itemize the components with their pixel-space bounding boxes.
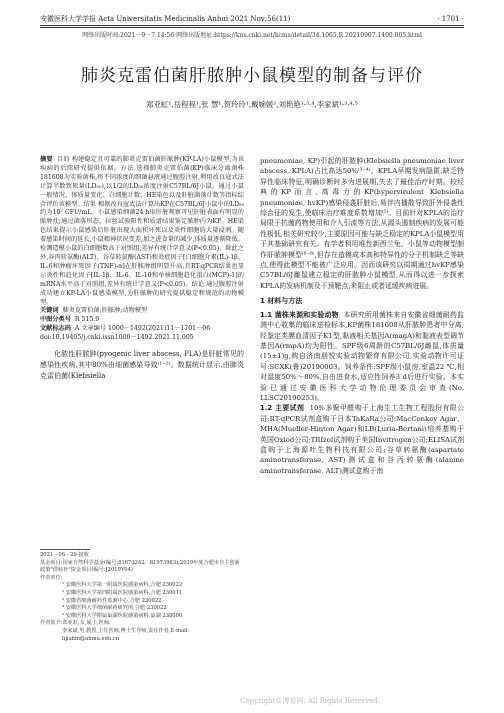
unit-2: ² 安徽医科大学第四附属医院感染病科,合肥 230011 <box>62 589 183 596</box>
doc-code-label: 文献标志码 <box>40 325 71 333</box>
intro-paragraph: 化脓性肝脓肿(pyogenic liver abscess, PLA)是肝脏常见的感染性疾病,其中80%由细菌感染导致⁽¹⁻²⁾。数据统计显示,由肺炎克雷伯菌(Klebsiella <box>40 350 244 381</box>
clc-text: R 515.9 <box>74 316 100 324</box>
keywords-label: 关键词 <box>40 307 59 315</box>
paper-title: 肺炎克雷伯菌肝脓肿小鼠模型的制备与评价 <box>81 66 423 86</box>
unit-1: ¹ 安徽医科大学第一附属医院感染病科,合肥 230022 <box>62 582 183 589</box>
publication-info: 网络出版时间:2021－9－7 14:56 网络出版地址:https://kns.cnki.net/kcms/detail/34.1065.R.20210907.1400.005.html <box>82 32 422 39</box>
intro-continued: pneumoniae, KP)引起的肝脓肿(Klebsiella pneumoniae liver abscess, KPLA)占比高达50%⁽³⁻⁴⁾。KPLA早期发病隐匿,缺乏特异性临床特征,明确诊断时多为进展期,失去了最佳治疗时期。较经典的KP而言,高毒力的KP(hypervirulent Klebsiella pneumoniae, hvKP)感染侵袭肝脏后,易伴内播散导致肝外侵袭性综合征的发生,使临床治疗难度系数增加⁽⁵⁾。目前针对KPLA的治疗局限于抗菌药物使用和介入引流等方法,从源头遏制疾病的发展可能性极低,相关研究较少,主要原因可能与缺乏稳定的KPLA小鼠模型用于其基础研究有关。有学者利用堆性新西兰兔、小鼠等动物模型制作肝脓肿模型⁽⁶⁻⁸⁾,但存在造模成本高和特异性的分子机制缺乏等缺点,使得此模型不能被广泛应用。因而该研究以周期通过hvKP感染C57BL/6J雌鼠建立稳定的肝脓肿小鼠模型,从而得以进一步探索KPLA的发病机制及干预靶点,来阻止或者延缓疾病进展。 <box>260 157 464 290</box>
article-meta <box>40 307 244 343</box>
received-date: 2021－06－29 接收 <box>40 552 89 558</box>
author-bio-2: 李家斌,男,教授,主任医师,博士生导师,责任作者,E-mail: lijiabin@ahmu.edu.cn <box>62 627 190 642</box>
journal-header: 安徽医科大学学报 Acta Universitatis Medicinalis Anhui 2021 Nov;56(11) <box>40 15 291 23</box>
unit-3: ³ 安徽省细菌耐药性监测中心,合肥 230022 <box>62 597 162 604</box>
author-list: 郑亚虹¹,岳程程¹,张 慧¹,贺玲玲¹,戴婉媛²,刘艳艳¹·³·⁴,李家斌¹·³·⁴·⁵ <box>146 100 358 109</box>
subsection-1-1-label: 1.1 菌株来源和实验动物 <box>260 310 339 319</box>
section-1-2 <box>260 403 464 476</box>
header-rule <box>40 25 464 26</box>
abstract <box>40 156 244 307</box>
copyright-watermark: Copyright©博看网. All Rights Reserved. <box>239 697 381 705</box>
right-column <box>260 156 464 476</box>
section-heading-materials: 1 材料与方法 <box>260 297 303 306</box>
author-bio-1: 作者简介:郑亚虹,女,硕士,医师; <box>40 620 111 627</box>
footnote-separator <box>40 549 90 550</box>
left-column <box>40 156 244 382</box>
units-label: 作者单位: <box>40 574 63 581</box>
footnotes <box>40 549 244 643</box>
subsection-1-2-label: 1.2 主要试剂 <box>260 404 305 413</box>
header-rule-thin <box>40 27 464 28</box>
doc-code-text: A 文章编号 1000－1492(2021)11－1701－06 <box>74 325 211 333</box>
clc-label: 中图分类号 <box>40 316 71 324</box>
fund-note: 基金项目:国家自然科学基金(编号:81673242、81973983);2019年度合肥市自主创新政策"借转补"资金项目(编号:J2019Y04) <box>40 559 240 574</box>
keywords-text: 肺炎克雷伯菌;肝脓肿;动物模型 <box>62 307 148 315</box>
subsection-1-1-text: 本研究所用菌株来自安徽省细菌耐药监测中心收集的临床送检标本,KP菌株181608从肝脓肿患者中分离,经鉴定类膜血清因子K1型,黏液相关基因A(magA)和黏液表型调节基因A(rmpA)均为阳性。SPF级6周龄的C57BL/6J雌鼠,体质量(15±1)g,购自济南朋悦实验动物繁育有限公司,实验动物许可证号:SCXK(鲁)20190003。饲养条件:SPF级小鼠房,室温22 ℃,相对湿度50%～80%,自由进食水,适应性饲养3 d后进行实验。本实验已通过安徽医科大学动物伦理委员会审查(No. LLSC20190253)。 <box>260 310 465 402</box>
unit-5: ⁵ 安徽医科大学附属巢湖医院感染病科,巢湖 238000 <box>62 612 183 619</box>
subsection-1-2-text: 10%多聚甲醛购于上海生工生物工程股份有限公司;RT-qPCR试剂盒购于日本TaKaRa公司;MacConkey Agar、MHA(Mueller-Hinton Agar)和LB(Luria-Bertani)培养基购于英国Oxiod公司;TRIzol试剂购于美国Invitrogen公司;ELISA试剂盒购于上海源叶生物科技有限公司;谷草转氨酶(aspartate aminotransferase, AST)测试盒和谷丙转氨酶(alanine aminotransferase, ALT)测试盒购于南 <box>260 404 464 475</box>
page-number: · 1701 · <box>437 15 464 23</box>
abstract-label: 摘要 <box>40 156 53 163</box>
abstract-text: 目的 构建稳定且可靠的肺炎克雷伯菌肝脓肿(KP-LA)小鼠模型,为该疾病的后续研究提供依据。方法 选择肺炎克雷伯菌(KP)临床分离菌株181608为实验菌株,将不同浓度的细菌悬液通过腹腔注射,利用改良寇式法计算半数致死量(LD₅₀),以1/2的LD₅₀浓度注射C57BL/6J小鼠。通过小鼠一般情况、体质量变化、白细胞计数、HE染色以及肝脏菌落计数等指标综合评价该模型。结果 根据改良寇式法计算出KP在C57BL/6J小鼠中的LD₅₀约为10⁷ CFU/mL。小鼠感染细菌24 h取肝脏观察可见肝脏表面有明显的脓肿灶;通过菌落形态、拉丝试验阳性和质谱结果鉴定脓肿内为KP。HE染色结果提示小鼠感染后肝脏出现大面积坏死以及炎性细胞的大量浸润。随着感染时间的延长,小鼠精神状况变差,加之进食量的减少,体质量逐渐降低。检测造模小鼠的白细胞数高于对照组,差异有统计学意义(P<0.05)。除此之外,谷丙转氨酶(ALT)、谷草转氨酶(AST)和炎症因子[白细胞介素(IL)-1β、IL-6和肿瘤坏死因子(TNF)-α]在肝脓肿组明显升高,且RT-qPCR结果也显示炎性和趋化因子[IL-1β、IL-6、IL-10和单核细胞趋化蛋白(MCP)-1]的mRNA水平高于对照组,差异有统计学意义(P<0.05)。结论 通过腹腔注射成功建立KP-LA小鼠感染模型,为肝脓肿的研究提供稳定和规范的动物模型。 <box>40 156 245 306</box>
unit-4: ⁴ 安徽医科大学细菌耐药研究所,合肥 230022 <box>62 605 167 612</box>
doi: doi:10.19405/j.cnki.issn1000－1492.2021.11.005 <box>40 334 194 342</box>
section-1-1 <box>260 310 464 404</box>
